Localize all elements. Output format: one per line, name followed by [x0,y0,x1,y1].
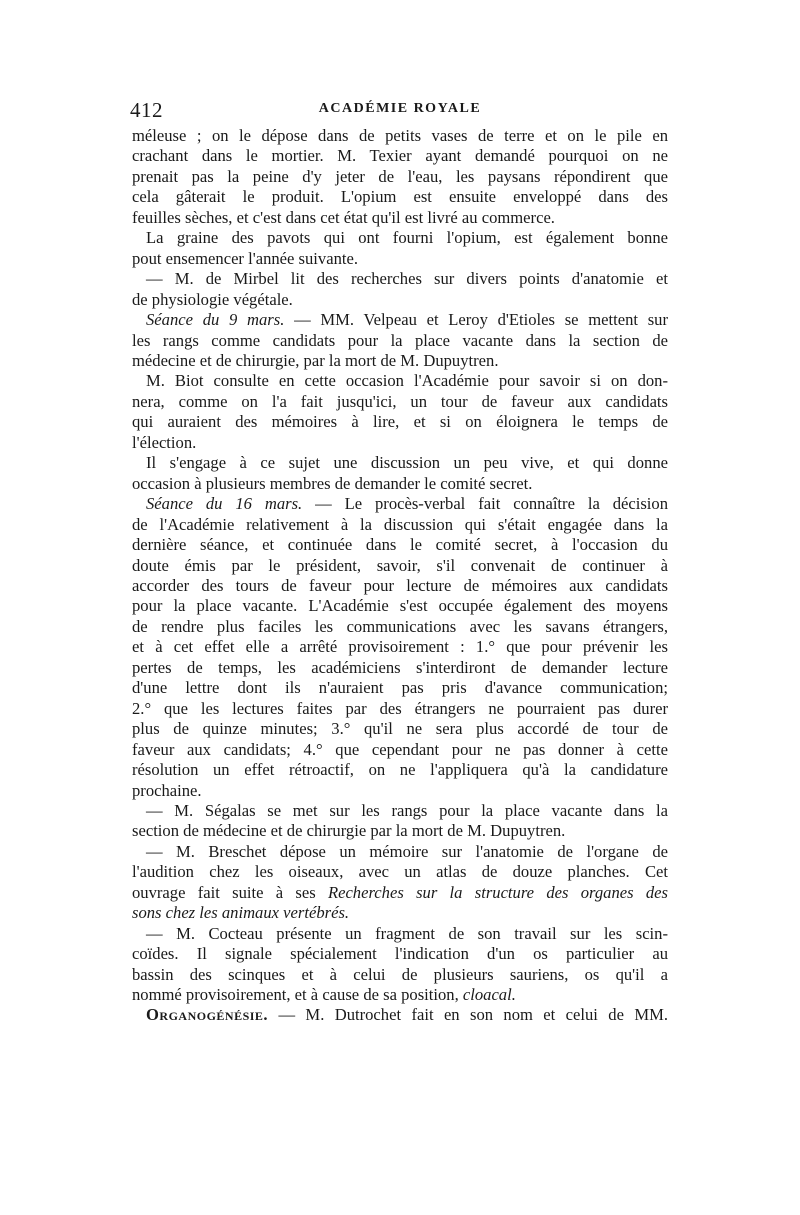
text-line: — M. Breschet dépose un mémoire sur l'anatomie de l'organe de [146,841,668,861]
text-line: l'élection. [132,432,197,452]
text-line: prochaine. [132,780,202,800]
text-line: Organogénésie. — M. Dutrochet fait en son nom et celui de MM. [146,1005,668,1025]
text-line: — M. Cocteau présente un fragment de son travail sur les scin- [146,923,668,943]
text-line: coïdes. Il signale spécialement l'indication d'un os particulier au [132,944,668,964]
text-line: ouvrage fait suite à ses Recherches sur la structure des organes des [132,882,668,902]
text-line: méleuse ; on le dépose dans de petits vases de terre et on le pile en [132,126,668,145]
page-number: 412 [130,98,163,122]
running-title: ACADÉMIE ROYALE [318,101,482,116]
text-line: dernière séance, et continuée dans le comité secret, à l'occasion du [132,535,668,555]
text-line: Séance du 16 mars. — Le procès-verbal fait connaître la décision [146,494,669,514]
text-line: cela gâterait le produit. L'opium est ensuite enveloppé dans des [132,187,668,207]
text-line: résolution un effet rétroactif, on ne l'appliquera qu'à la candidature [132,760,668,780]
text-line: crachant dans le mortier. M. Texier ayant demandé pourquoi on ne [132,146,668,166]
text-line: faveur aux candidats; 4.° que cependant pour ne pas donner à cette [132,739,668,759]
text-line: nommé provisoirement, et à cause de sa position, cloacal. [132,985,516,1005]
text-line: l'audition chez les oiseaux, avec un atlas de douze planches. Cet [132,862,668,882]
text-line: médecine et de chirurgie, par la mort de M. Dupuytren. [132,350,499,370]
text-line: sons chez les animaux vertébrés. [132,903,350,923]
text-line: 2.° que les lectures faites par des étrangers ne pourraient pas durer [132,698,668,718]
text-line: de physiologie végétale. [132,289,293,309]
text-line: nera, comme on l'a fait jusqu'ici, un tour de faveur aux candidats [132,391,668,411]
text-line: de l'Académie relativement à la discussion qui s'était engagée dans la [132,514,668,534]
text-line: d'une lettre dont ils n'auraient pas pris d'avance communication; [132,678,668,698]
text-line: occasion à plusieurs membres de demander le comité secret. [132,473,533,493]
text-line: accorder des tours de faveur pour lecture de mémoires aux candidats [132,575,668,595]
text-line: et à cet effet elle a arrêté provisoirement : 1.° que pour prévenir les [132,637,668,657]
text-line: Il s'engage à ce sujet une discussion un peu vive, et qui donne [146,453,668,473]
text-line: — M. de Mirbel lit des recherches sur divers points d'anatomie et [146,269,668,289]
text-line: section de médecine et de chirurgie par la mort de M. Dupuytren. [132,821,566,841]
text-line: de rendre plus faciles les communications avec les savans étrangers, [132,616,668,636]
text-line: — M. Ségalas se met sur les rangs pour la place vacante dans la [146,800,668,820]
text-line: La graine des pavots qui ont fourni l'opium, est également bonne [146,228,668,248]
text-line: pout ensemencer l'année suivante. [132,248,358,268]
text-line: doute émis par le président, savoir, s'il convenait de continuer à [132,555,668,575]
text-line: pour la place vacante. L'Académie s'est occupée également des moyens [132,596,668,616]
text-line: pertes de temps, les académiciens s'interdiront de demander lecture [132,657,668,677]
text-line: bassin des scinques et à celui de plusieurs sauriens, os qu'il a [132,964,668,984]
text-line: feuilles sèches, et c'est dans cet état qu'il est livré au commerce. [132,207,555,227]
page-header [130,98,670,122]
text-line: Séance du 9 mars. — MM. Velpeau et Leroy d'Etioles se mettent sur [146,310,668,330]
text-line: les rangs comme candidats pour la place vacante dans la section de [132,330,668,350]
body-text [132,126,668,1026]
text-line: plus de quinze minutes; 3.° qu'il ne sera plus accordé de tour de [132,719,668,739]
text-line: M. Biot consulte en cette occasion l'Académie pour savoir si on don- [146,371,668,391]
text-line: prenait pas la peine d'y jeter de l'eau, les paysans répondirent que [132,166,668,186]
text-line: qui auraient des mémoires à lire, et si on éloignera le temps de [132,412,668,432]
